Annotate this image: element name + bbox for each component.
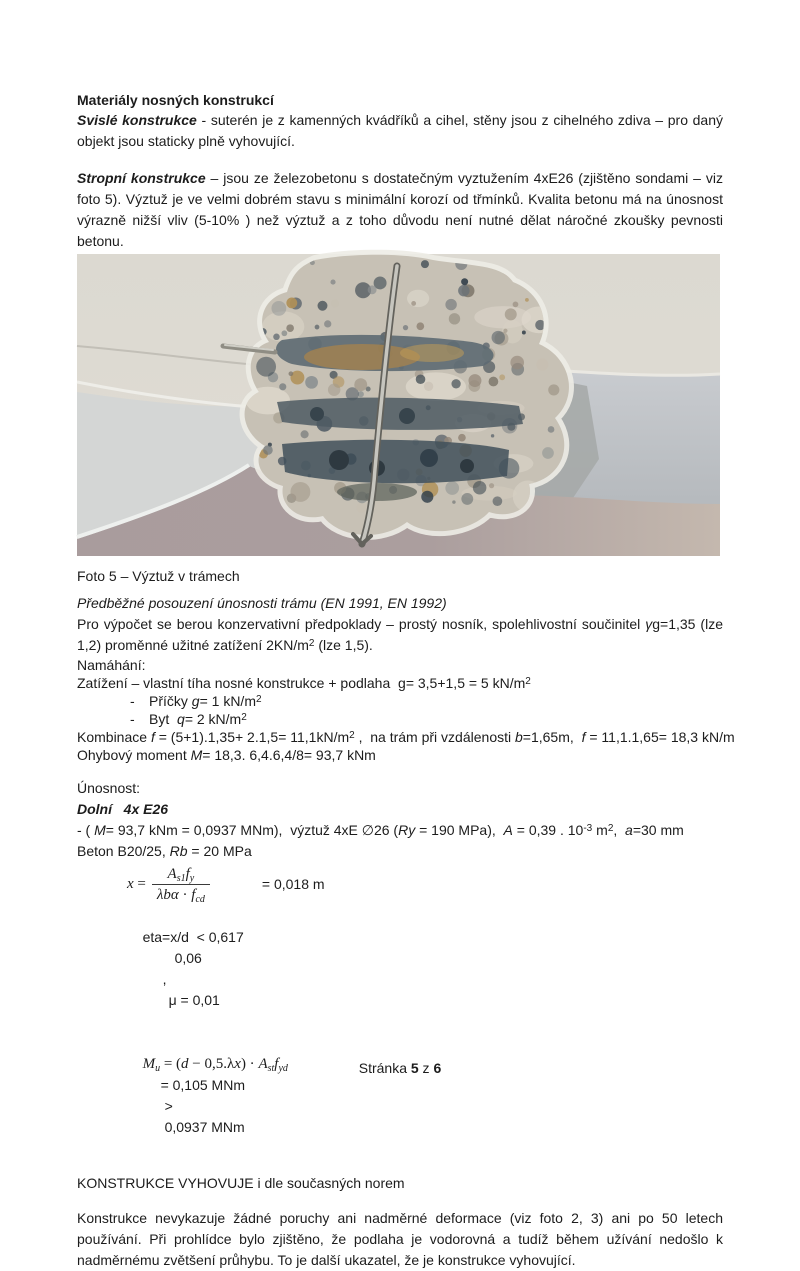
list-dash: - [130,693,135,709]
page-footer [0,1058,800,1079]
footer-total-pages: 6 [433,1060,442,1076]
formula-result: = 0,018 m [261,875,325,892]
eta-left: eta=x/d < 0,617 [142,929,244,945]
mu-compared-value: 0,0937 MNm [164,1119,245,1135]
final-paragraph: Konstrukce nevykazuje žádné poruchy ani nadměrné deformace (viz foto 2, 3) ani po 50 letech používání. Při prohlídce bylo zjištěno, že podlaha je vodorovná a tudíž během užívání nedošlo k nadměrnému zvětšení průhybu. To je další ukazatel, že je konstrukce vyhovující. [77,1210,723,1268]
zatizeni-line: Zatížení – vlastní tíha nosné konstrukce + podlaha g= 3,5+1,5 = 5 $kN/m^2$ [77,675,531,691]
paragraph-vertical-structures: Svislé konstrukce - suterén je z kamenných kvádříků a cihel, stěny jsou z cihelného zdiva – pro daný objekt jsou staticky plně vyhovující. [77,112,724,149]
list-item-byt: - Byt q= 2 $kN/m^2$ [130,711,247,727]
load-calculation-block [77,656,735,764]
fraction-denominator: $\lambda b\alpha \cdot f_{cd}$ [156,886,205,905]
blank-line [77,152,723,168]
greater-than-sign: > [164,1098,173,1114]
list-dash: - [130,711,135,727]
eta-check-line [127,906,723,1032]
ohybovy-moment-line: Ohybový moment M= 18,3. 6,4.6,4/8= 93,7 kNm [77,747,376,763]
assessment-heading: Předběžné posouzení únosnosti trámu (EN 1991, EN 1992) [77,595,447,611]
formula-neutral-axis [127,862,723,906]
beton-line: Beton B20/25, Rb = 20 MPa [77,843,252,859]
photo-stirrup-bands [276,335,523,501]
section-heading: Materiály nosných konstrukcí [77,92,274,108]
mu-value: μ = 0,01 [168,992,220,1008]
eta-comma: , [162,971,167,987]
kombinace-line: Kombinace $f = (5+1).1,35+ 2.1,5= 11,1kN/m^2$ , na trám při vzdálenosti b=1,65m, f = 11,1.1,65= 18,3 kN/m [77,729,735,745]
footer-separator: z [418,1060,434,1076]
formula-lhs: x = [127,875,146,892]
beam-reinforcement-photo [77,254,720,556]
fraction-numerator: $A_{s1}f_y$ [152,865,210,885]
list-item-pricky: - Příčky g= 1 $kN/m^2$ [130,693,262,709]
assessment-paragraph: Pro výpočet se berou konzervativní předpoklady – prostý nosník, spolehlivostní součinitel γg=1,35 (lze 1,2) proměnné užitné zatížení $2KN/m^2$ (lze 1,5). [77,616,723,653]
footer-page-number: 5 [410,1060,419,1076]
mu-expression: $M_u = (d - 0,5.\lambda x) \cdot A_{st}f_{yd}$ [142,1056,288,1074]
unosnost-label: Únosnost: [77,780,141,796]
fraction [152,865,210,904]
namahani-label: Namáhání: [77,657,146,673]
blank-line [77,1194,723,1208]
footer-prefix: Stránka [358,1060,411,1076]
dolni-heading: Dolní 4x E26 [77,801,169,817]
blank-line [77,764,723,778]
conclusion-line: KONSTRUKCE VYHOVUJE i dle současných norem [77,1175,405,1191]
blank-line [77,1159,723,1173]
paragraph-ceiling-structures: Stropní konstrukce – jsou ze železobetonu s dostatečným vyztužením 4xE26 (zjištěno sondami – viz foto 5). Výztuž je ve velmi dobrém stavu s minimální korozí od třmínků. Kvalita betonu má na únosnost výrazně nižší vliv (5-10% ) než výztuž a z toho důvodu není nutné dělat náročné zkoušky pevnosti betonu. [77,170,723,249]
formula-moment-capacity [127,1032,723,1159]
photo-caption: Foto 5 – Výztuž v trámech [77,568,240,584]
moment-check-line: - ( M= 93,7 kNm = 0,0937 MNm), výztuž 4xE ∅26 (Ry = 190 MPa), A = 0,39 . $10^{-3}$ $m^2$, a=30 mm [77,822,684,838]
eta-mid-value: 0,06 [174,950,202,966]
mu-result: = 0,105 MNm [160,1077,245,1093]
